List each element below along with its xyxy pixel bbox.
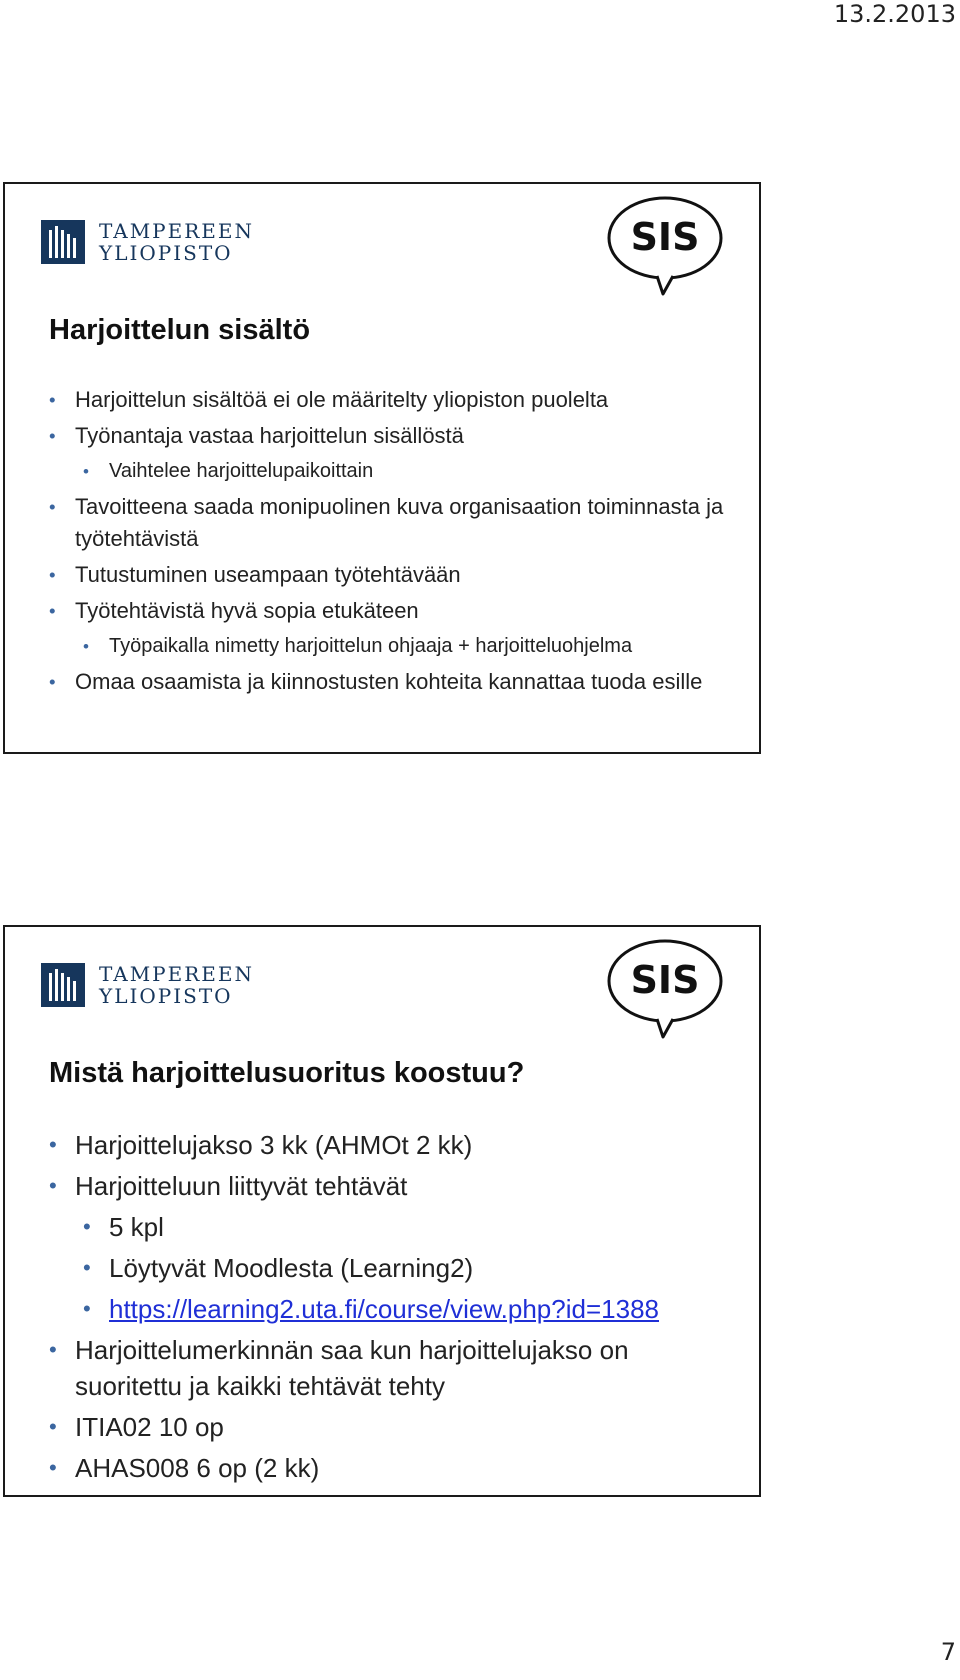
university-emblem-icon — [41, 220, 85, 264]
university-name — [99, 963, 254, 1007]
list-item: • Tavoitteena saada monipuolinen kuva organisaation toiminnasta ja työtehtävistä — [41, 491, 739, 555]
slide-title: Mistä harjoittelusuoritus koostuu? — [49, 1057, 525, 1089]
university-emblem-icon — [41, 963, 85, 1007]
university-logo — [41, 963, 254, 1007]
list-item: • 5 kpl — [41, 1209, 739, 1245]
logo-line-1: TAMPEREEN — [99, 962, 254, 986]
page-date: 13.2.2013 — [833, 0, 956, 28]
list-item: • Omaa osaamista ja kiinnostusten kohteita kannattaa tuoda esille — [41, 666, 739, 698]
list-item-link — [41, 1291, 739, 1327]
logo-line-2: YLIOPISTO — [99, 241, 233, 265]
list-item: • Harjoittelumerkinnän saa kun harjoittelujakso on suoritettu ja kaikki tehtävät tehty — [41, 1332, 739, 1404]
list-item: • Työtehtävistä hyvä sopia etukäteen — [41, 595, 739, 627]
list-item: • Vaihtelee harjoittelupaikoittain — [41, 456, 739, 487]
sis-text: SIS — [630, 215, 700, 259]
list-item: • Harjoittelujakso 3 kk (AHMOt 2 kk) — [41, 1127, 739, 1163]
list-item: • Harjoittelun sisältöä ei ole määritelty yliopiston puolelta — [41, 384, 739, 416]
university-name — [99, 220, 254, 264]
moodle-course-link[interactable]: https://learning2.uta.fi/course/view.php?id=1388 — [109, 1294, 659, 1324]
sis-speech-bubble-icon — [605, 935, 725, 1039]
list-item: • AHAS008 6 op (2 kk) — [41, 1450, 739, 1486]
slide-title: Harjoittelun sisältö — [49, 314, 311, 346]
sis-text: SIS — [630, 958, 700, 1002]
sis-speech-bubble-icon — [605, 192, 725, 296]
slide-harjoittelun-sisalto — [3, 182, 761, 754]
list-item: • Työnantaja vastaa harjoittelun sisällöstä — [41, 420, 739, 452]
bullet-list — [41, 1127, 739, 1491]
bullet-list — [41, 384, 739, 702]
university-logo — [41, 220, 254, 264]
logo-line-2: YLIOPISTO — [99, 984, 233, 1008]
list-item: • Tutustuminen useampaan työtehtävään — [41, 559, 739, 591]
logo-line-1: TAMPEREEN — [99, 219, 254, 243]
list-item: • Löytyvät Moodlesta (Learning2) — [41, 1250, 739, 1286]
list-item: • Työpaikalla nimetty harjoittelun ohjaaja + harjoitteluohjelma — [41, 631, 739, 662]
list-item: • ITIA02 10 op — [41, 1409, 739, 1445]
page-number: 7 — [940, 1638, 956, 1666]
slide-harjoittelusuoritus — [3, 925, 761, 1497]
list-item: • Harjoitteluun liittyvät tehtävät — [41, 1168, 739, 1204]
